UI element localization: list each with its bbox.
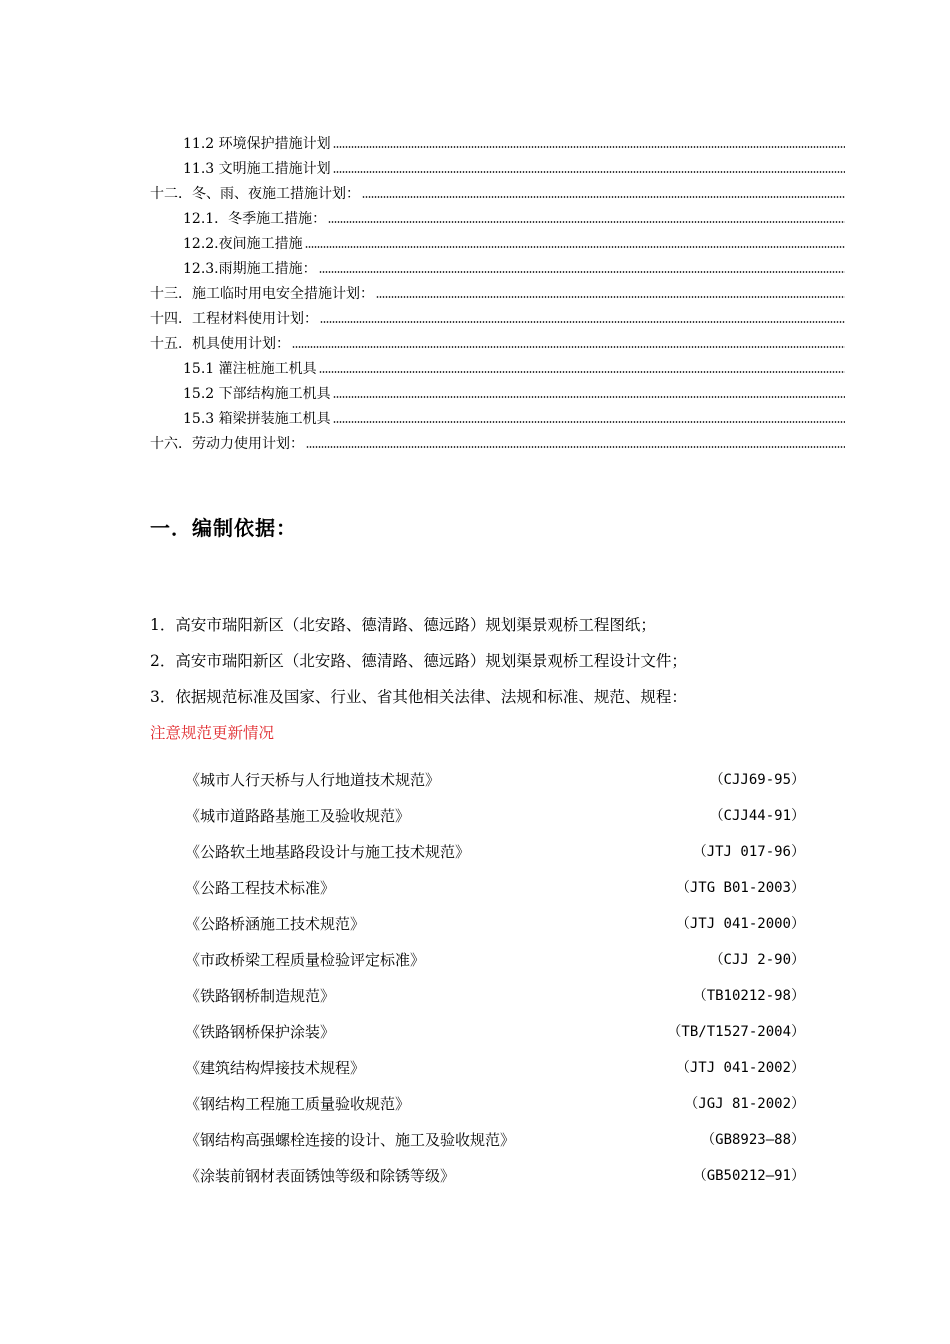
standard-name: 《公路工程技术标准》 — [185, 879, 336, 897]
toc-entry-label: 15.1 灌注桩施工机具 — [183, 361, 317, 377]
standard-row — [185, 906, 805, 942]
toc-entry[interactable] — [150, 153, 845, 178]
toc-entry-label: 11.3 文明施工措施计划 — [183, 161, 331, 177]
toc-entry-label: 十六．劳动力使用计划： — [150, 436, 304, 452]
toc-entry[interactable] — [150, 328, 845, 353]
basis-item: 2．高安市瑞阳新区（北安路、德清路、德远路）规划渠景观桥工程设计文件； — [150, 652, 687, 670]
toc-leader-dots — [362, 195, 845, 199]
standard-code: （GB50212—91） — [692, 1168, 805, 1184]
standard-code: （JTJ 041-2000） — [675, 916, 805, 932]
toc-leader-dots — [305, 245, 845, 249]
toc-leader-dots — [328, 220, 845, 224]
standard-name: 《铁路钢桥制造规范》 — [185, 987, 336, 1005]
standard-code: （JTJ 041-2002） — [675, 1060, 805, 1076]
standard-code: （CJJ69-95） — [709, 772, 805, 788]
toc-leader-dots — [333, 420, 845, 424]
toc-entry[interactable] — [150, 203, 845, 228]
toc-entry[interactable] — [150, 303, 845, 328]
update-note: 注意规范更新情况 — [150, 724, 275, 742]
standard-row — [185, 798, 805, 834]
toc-entry-label: 11.2 环境保护措施计划 — [183, 136, 331, 152]
standard-row — [185, 1158, 805, 1194]
standard-row — [185, 1122, 805, 1158]
toc-entry[interactable] — [150, 178, 845, 203]
standard-name: 《建筑结构焊接技术规程》 — [185, 1059, 366, 1077]
standard-row — [185, 942, 805, 978]
basis-item: 1．高安市瑞阳新区（北安路、德清路、德远路）规划渠景观桥工程图纸； — [150, 616, 656, 634]
toc-entry[interactable] — [150, 278, 845, 303]
standard-name: 《铁路钢桥保护涂装》 — [185, 1023, 336, 1041]
standard-name: 《涂装前钢材表面锈蚀等级和除锈等级》 — [185, 1167, 456, 1185]
toc-entry[interactable] — [150, 403, 845, 428]
basis-list — [150, 616, 850, 760]
toc-entry[interactable] — [150, 128, 845, 153]
toc-leader-dots — [333, 170, 845, 174]
toc-entry-label: 十五．机具使用计划： — [150, 336, 290, 352]
basis-item: 3．依据规范标准及国家、行业、省其他相关法律、法规和标准、规范、规程： — [150, 688, 687, 706]
standard-code: （JTJ 017-96） — [692, 844, 805, 860]
toc-leader-dots — [319, 270, 845, 274]
toc-leader-dots — [319, 370, 845, 374]
standard-code: （JTG B01-2003） — [675, 880, 805, 896]
toc-entry-label: 十二．冬、雨、夜施工措施计划： — [150, 186, 360, 202]
standard-row — [185, 870, 805, 906]
standard-name: 《市政桥梁工程质量检验评定标准》 — [185, 951, 426, 969]
toc-leader-dots — [306, 445, 845, 449]
toc-leader-dots — [292, 345, 845, 349]
standard-code: （JGJ 81-2002） — [684, 1096, 805, 1112]
standard-code: （TB/T1527-2004） — [667, 1024, 805, 1040]
standard-row — [185, 1014, 805, 1050]
toc-leader-dots — [376, 295, 845, 299]
standard-row — [185, 1086, 805, 1122]
toc-entry-label: 15.3 箱梁拼装施工机具 — [183, 411, 331, 427]
standard-row — [185, 1050, 805, 1086]
toc-leader-dots — [333, 145, 845, 149]
standard-code: （CJJ 2-90） — [709, 952, 805, 968]
toc-entry[interactable] — [150, 428, 845, 453]
toc-entry[interactable] — [150, 253, 845, 278]
toc-leader-dots — [320, 320, 845, 324]
standard-name: 《城市道路路基施工及验收规范》 — [185, 807, 411, 825]
standard-name: 《城市人行天桥与人行地道技术规范》 — [185, 771, 441, 789]
toc-entry-label: 十三．施工临时用电安全措施计划： — [150, 286, 374, 302]
section-heading: 一．编制依据： — [150, 516, 297, 540]
standard-code: （TB10212-98） — [692, 988, 805, 1004]
standards-list — [185, 762, 805, 1194]
table-of-contents — [150, 128, 845, 453]
standard-code: （CJJ44-91） — [709, 808, 805, 824]
standard-row — [185, 978, 805, 1014]
toc-entry-label: 12.2.夜间施工措施 — [183, 236, 303, 252]
standard-name: 《钢结构工程施工质量验收规范》 — [185, 1095, 411, 1113]
toc-entry-label: 15.2 下部结构施工机具 — [183, 386, 331, 402]
toc-entry[interactable] — [150, 353, 845, 378]
toc-leader-dots — [333, 395, 845, 399]
toc-entry[interactable] — [150, 228, 845, 253]
standard-code: （GB8923—88） — [701, 1132, 805, 1148]
standard-row — [185, 762, 805, 798]
standard-name: 《公路桥涵施工技术规范》 — [185, 915, 366, 933]
toc-entry-label: 十四．工程材料使用计划： — [150, 311, 318, 327]
toc-entry[interactable] — [150, 378, 845, 403]
toc-entry-label: 12.1．冬季施工措施： — [183, 211, 327, 227]
standard-name: 《钢结构高强螺栓连接的设计、施工及验收规范》 — [185, 1131, 516, 1149]
standard-name: 《公路软土地基路段设计与施工技术规范》 — [185, 843, 471, 861]
standard-row — [185, 834, 805, 870]
toc-entry-label: 12.3.雨期施工措施： — [183, 261, 317, 277]
